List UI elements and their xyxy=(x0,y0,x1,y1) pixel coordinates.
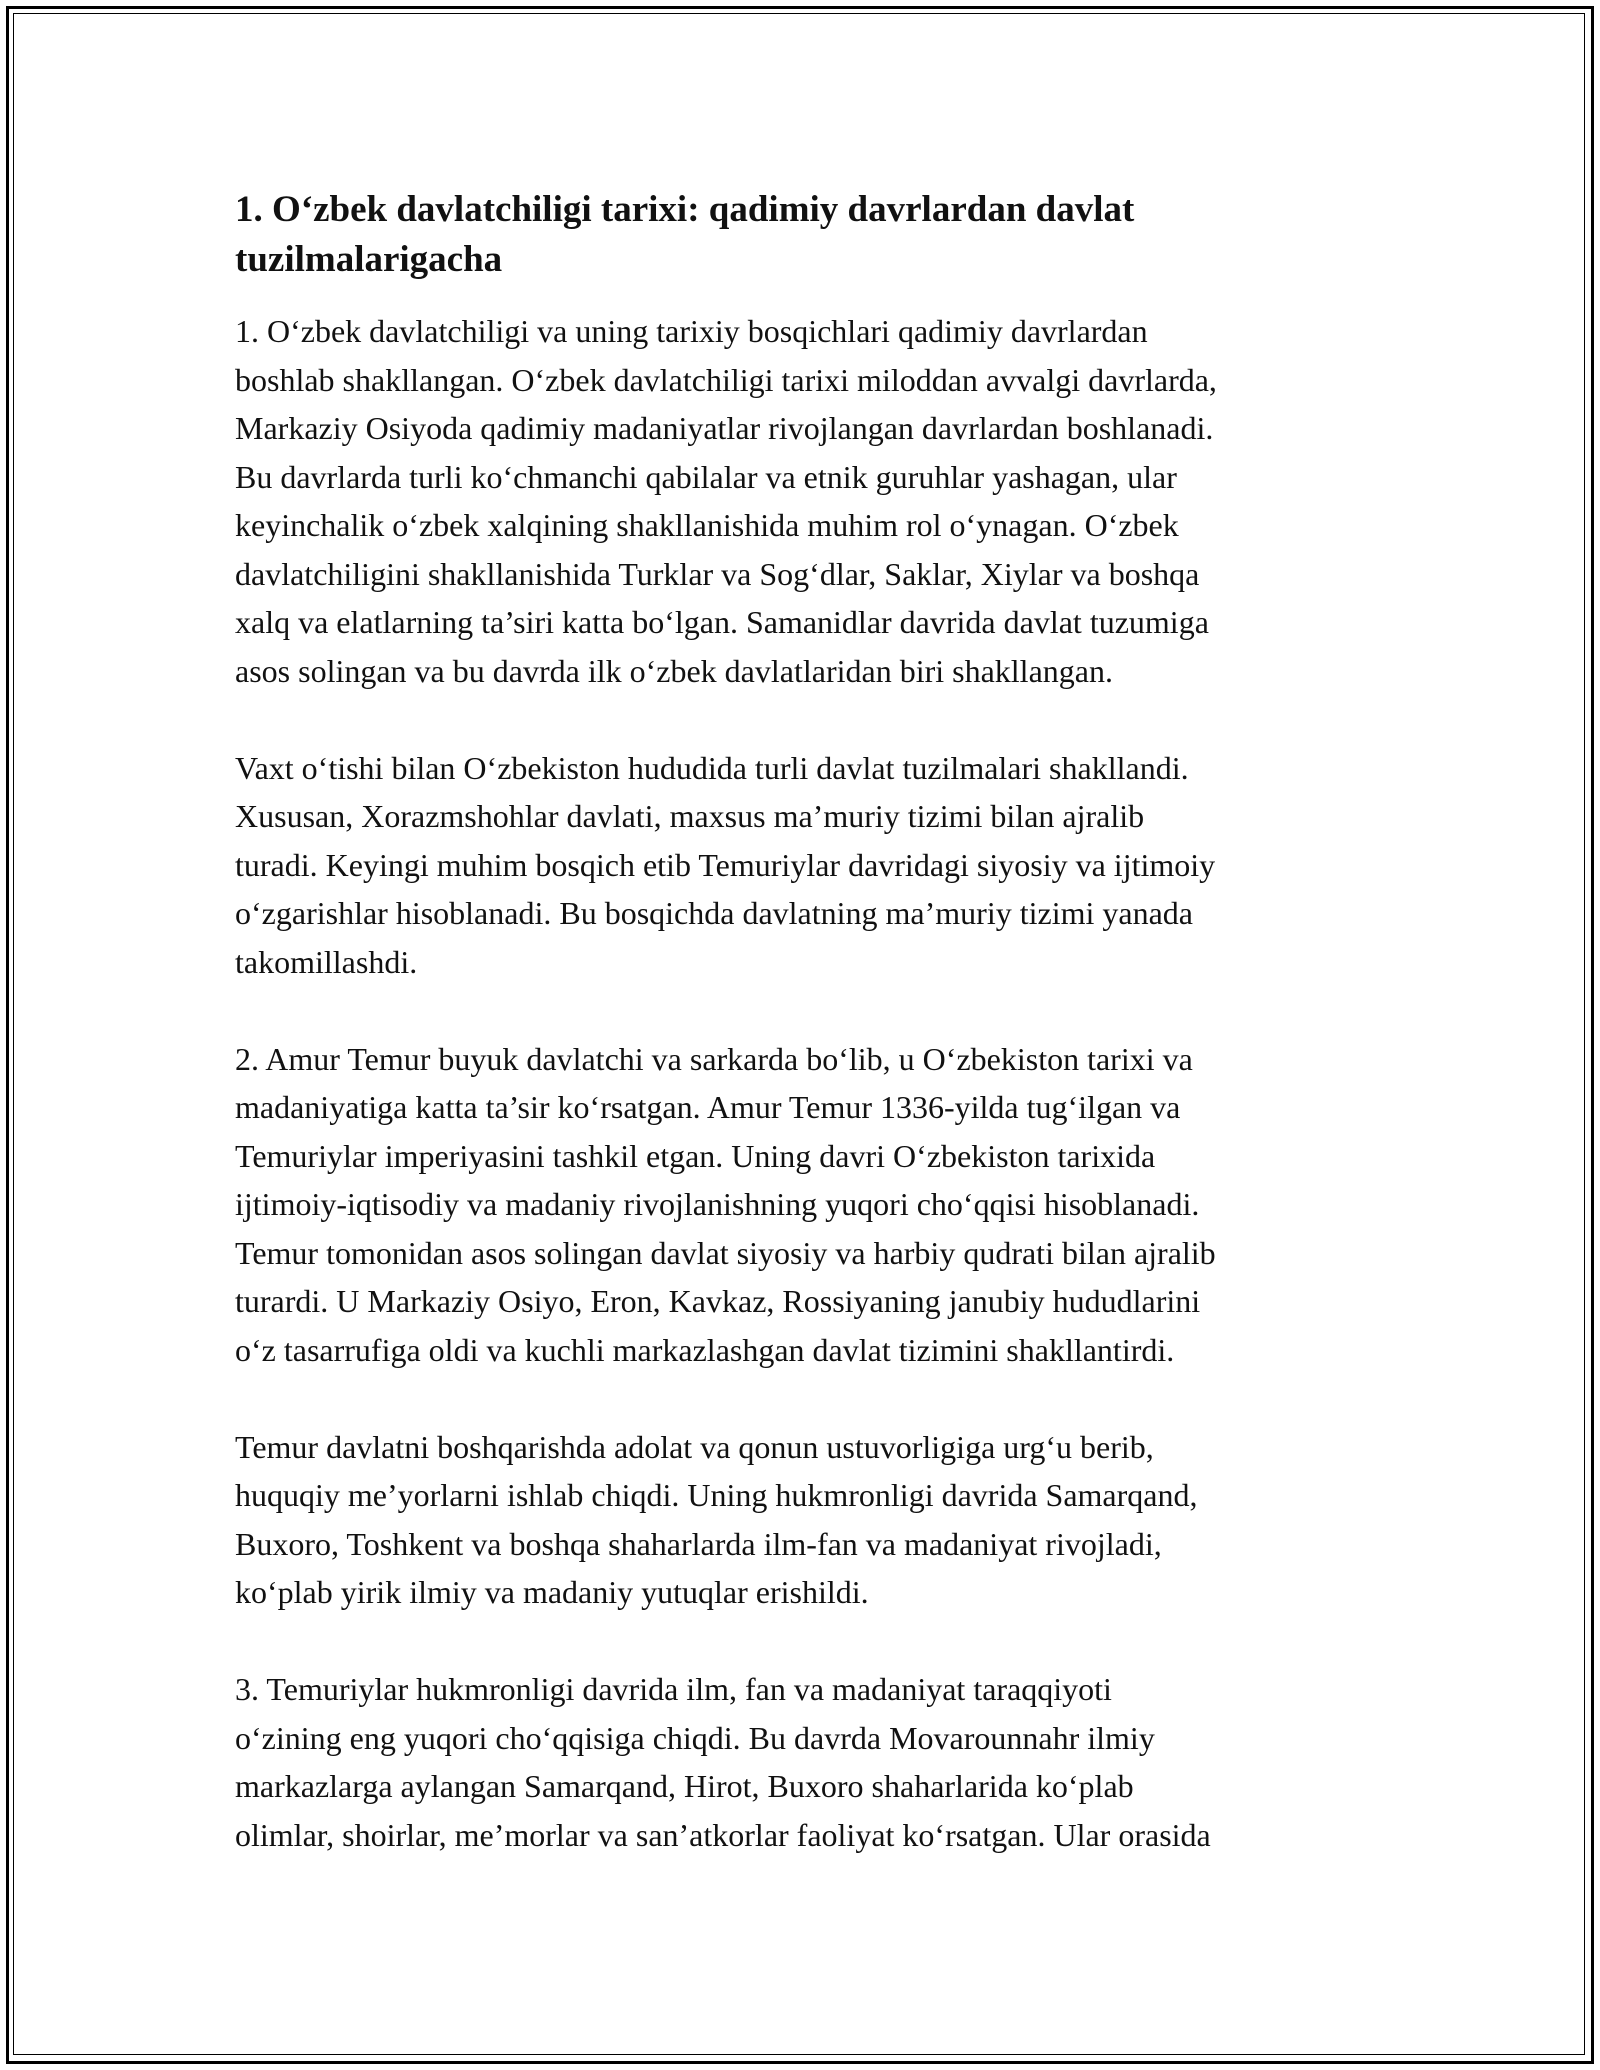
paragraph-line: keyinchalik o‘zbek xalqining shakllanishida muhim rol o‘ynagan. O‘zbek xyxy=(235,507,1179,543)
paragraph xyxy=(235,307,1385,695)
heading-line: tuzilmalarigacha xyxy=(235,239,503,280)
paragraph-line: Vaxt o‘tishi bilan O‘zbekiston hududida turli davlat tuzilmalari shakllandi. xyxy=(235,749,1189,786)
paragraph-line: markazlarga aylangan Samarqand, Hirot, Buxoro shaharlarida ko‘plab xyxy=(235,1768,1134,1804)
heading-line: 1. O‘zbek davlatchiligi tarixi: qadimiy davrlardan davlat xyxy=(235,189,1135,230)
paragraph xyxy=(235,744,1385,987)
paragraph-line: olimlar, shoirlar, me’morlar va san’atkorlar faoliyat ko‘rsatgan. Ular orasida xyxy=(235,1816,1211,1853)
paragraph-line: davlatchiligini shakllanishida Turklar va Sog‘dlar, Saklar, Xiylar va boshqa xyxy=(235,555,1200,592)
paragraph-line: o‘zgarishlar hisoblanadi. Bu bosqichda davlatning ma’muriy tizimi yanada xyxy=(235,895,1193,931)
paragraph-line: Xususan, Xorazmshohlar davlati, maxsus ma’muriy tizimi bilan ajralib xyxy=(235,798,1145,834)
paragraph-line: o‘zining eng yuqori cho‘qqisiga chiqdi. Bu davrda Movarounnahr ilmiy xyxy=(235,1719,1155,1756)
paragraph-line: 3. Temuriylar hukmronligi davrida ilm, fan va madaniyat taraqqiyoti xyxy=(235,1671,1112,1707)
paragraph-line: ko‘plab yirik ilmiy va madaniy yutuqlar erishildi. xyxy=(235,1574,869,1610)
paragraph-line: Buxoro, Toshkent va boshqa shaharlarda ilm-fan va madaniyat rivojladi, xyxy=(235,1525,1162,1562)
paragraph-line: o‘z tasarrufiga oldi va kuchli markazlashgan davlat tizimini shakllantirdi. xyxy=(235,1331,1175,1368)
paragraph-line: huquqiy me’yorlarni ishlab chiqdi. Uning hukmronligi davrida Samarqand, xyxy=(235,1477,1198,1513)
paragraph-line: takomillashdi. xyxy=(235,943,418,980)
paragraph-line: Markaziy Osiyoda qadimiy madaniyatlar rivojlangan davrlardan boshlanadi. xyxy=(235,410,1214,446)
paragraph xyxy=(235,1423,1385,1617)
paragraph-line: boshlab shakllangan. O‘zbek davlatchiligi tarixi miloddan avvalgi davrlarda, xyxy=(235,361,1217,398)
paragraph-line: 2. Amur Temur buyuk davlatchi va sarkarda bo‘lib, u O‘zbekiston tarixi va xyxy=(235,1040,1193,1077)
paragraph-line: 1. O‘zbek davlatchiligi va uning tarixiy bosqichlari qadimiy davrlardan xyxy=(235,313,1148,349)
document-page xyxy=(235,185,1385,1908)
paragraph-line: turadi. Keyingi muhim bosqich etib Temuriylar davridagi siyosiy va ijtimoiy xyxy=(235,846,1216,883)
paragraph xyxy=(235,1035,1385,1375)
paragraph-line: asos solingan va bu davrda ilk o‘zbek davlatlaridan biri shakllangan. xyxy=(235,652,1113,689)
paragraph-line: Temur davlatni boshqarishda adolat va qonun ustuvorligiga urg‘u berib, xyxy=(235,1428,1154,1465)
paragraph-line: Temur tomonidan asos solingan davlat siyosiy va harbiy qudrati bilan ajralib xyxy=(235,1234,1216,1271)
section-heading xyxy=(235,185,1385,285)
paragraph-line: Bu davrlarda turli ko‘chmanchi qabilalar va etnik guruhlar yashagan, ular xyxy=(235,458,1177,495)
paragraph-line: ijtimoiy-iqtisodiy va madaniy rivojlanishning yuqori cho‘qqisi hisoblanadi. xyxy=(235,1186,1200,1222)
paragraph xyxy=(235,1665,1385,1859)
paragraph-line: Temuriylar imperiyasini tashkil etgan. Uning davri O‘zbekiston tarixida xyxy=(235,1137,1156,1174)
paragraph-line: madaniyatiga katta ta’sir ko‘rsatgan. Amur Temur 1336-yilda tug‘ilgan va xyxy=(235,1089,1181,1125)
paragraph-line: turardi. U Markaziy Osiyo, Eron, Kavkaz, Rossiyaning janubiy hududlarini xyxy=(235,1283,1201,1319)
paragraph-line: xalq va elatlarning ta’siri katta bo‘lgan. Samanidlar davrida davlat tuzumiga xyxy=(235,604,1209,640)
